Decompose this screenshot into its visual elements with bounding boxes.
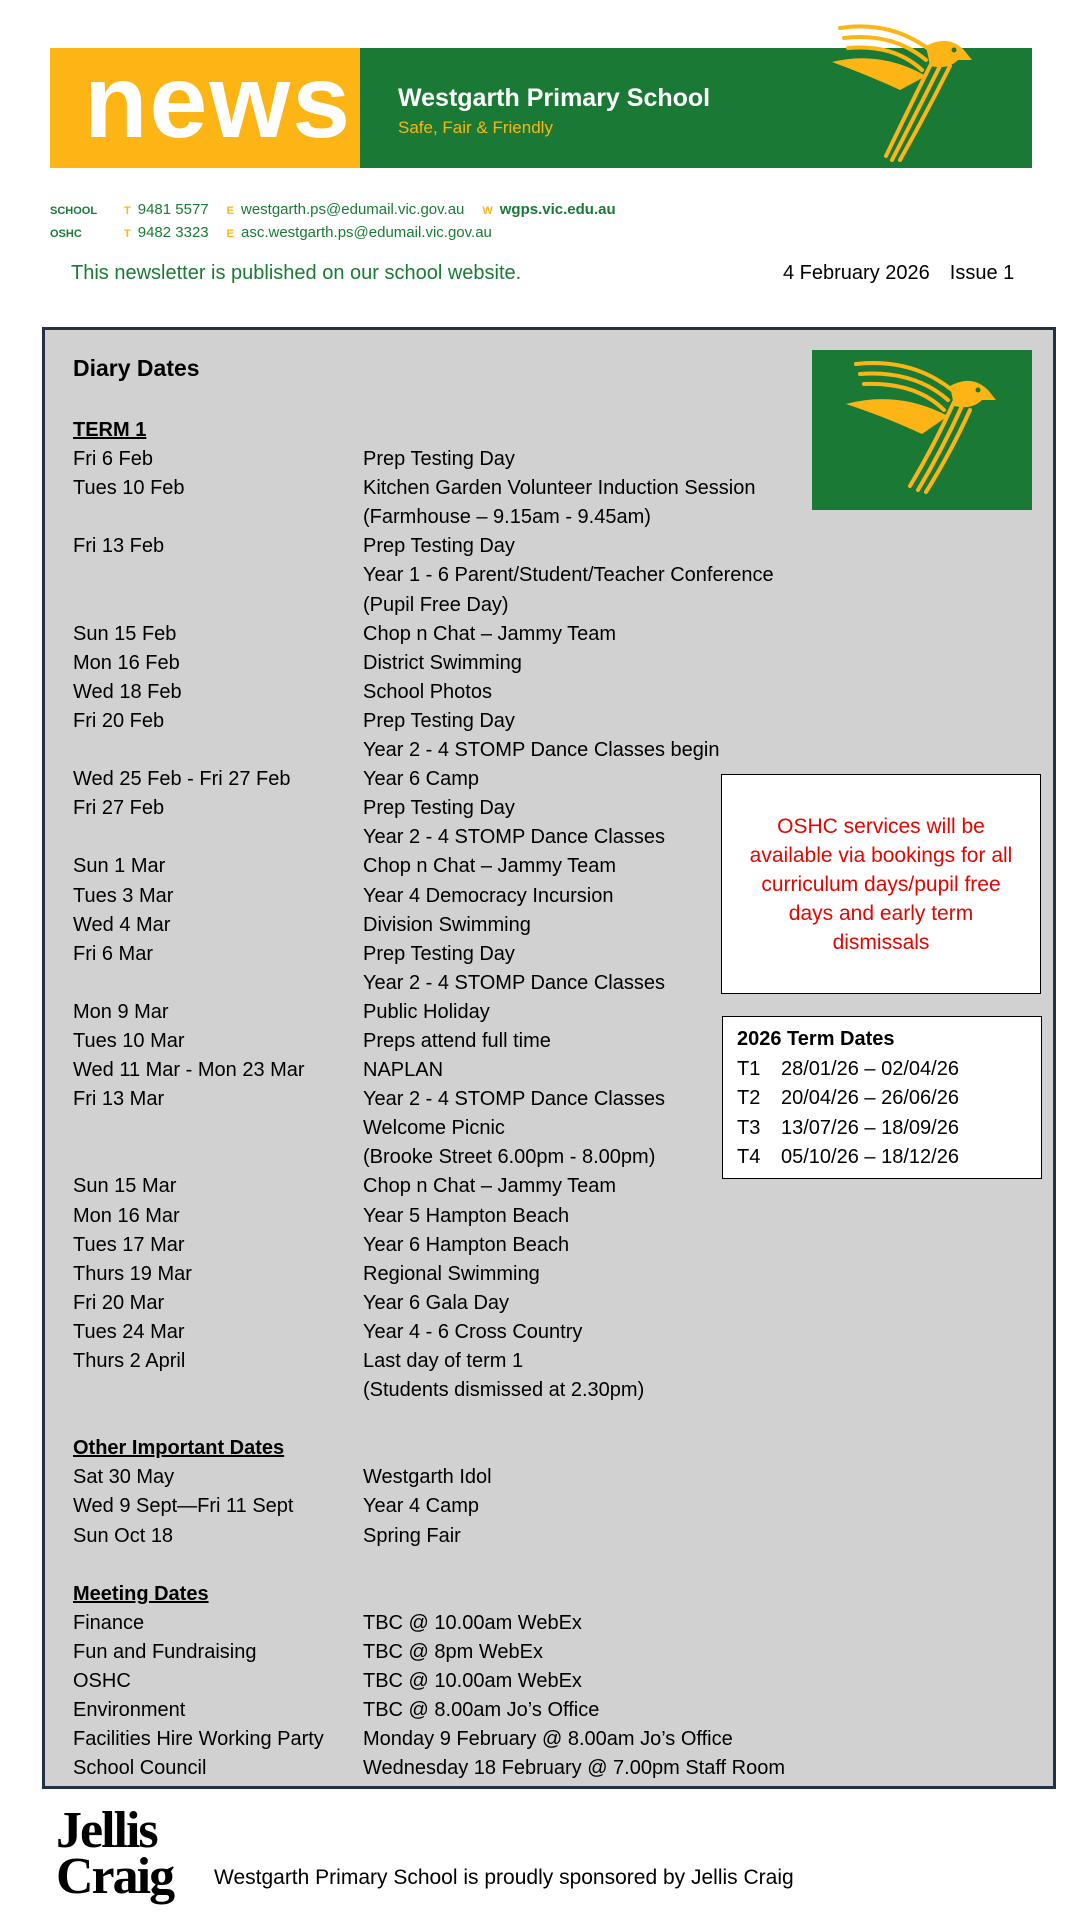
diary-row	[73, 1638, 1013, 1667]
phone-label: T	[124, 205, 131, 217]
diary-event: Year 4 - 6 Cross Country	[363, 1320, 583, 1343]
diary-row	[73, 1260, 1013, 1289]
diary-event: Year 6 Hampton Beach	[363, 1233, 570, 1256]
diary-event: Chop n Chat – Jammy Team	[363, 622, 617, 645]
diary-date: Environment	[73, 1699, 186, 1722]
diary-event: Year 2 - 4 STOMP Dance Classes	[363, 1088, 665, 1111]
contact-type-school: SCHOOL	[50, 205, 98, 217]
diary-date: Fri 13 Feb	[73, 535, 165, 558]
diary-date: Fri 6 Feb	[73, 448, 154, 471]
logo-line-2: Craig	[56, 1848, 174, 1905]
term-range: 20/04/26 – 26/06/26	[781, 1087, 959, 1109]
diary-date	[73, 1114, 363, 1143]
diary-row	[73, 707, 1013, 736]
diary-event: TBC @ 8pm WebEx	[363, 1640, 543, 1663]
diary-event: Public Holiday	[363, 1000, 490, 1023]
diary-date: Facilities Hire Working Party	[73, 1728, 324, 1751]
diary-date: Thurs 2 April	[73, 1350, 186, 1372]
diary-date: Sun 1 Mar	[73, 855, 166, 878]
diary-event: Welcome Picnic	[363, 1117, 505, 1140]
diary-date: OSHC	[73, 1670, 131, 1693]
diary-date: Wed 4 Mar	[73, 913, 171, 936]
diary-event: Year 4 Democracy Incursion	[363, 884, 614, 907]
diary-date: Sun 15 Feb	[73, 622, 177, 645]
diary-event: TBC @ 8.00am Jo’s Office	[363, 1699, 600, 1722]
diary-date: Fri 27 Feb	[73, 797, 165, 820]
diary-date	[73, 969, 363, 998]
diary-row	[73, 1405, 1013, 1434]
diary-event: Division Swimming	[363, 913, 531, 936]
school-phone: 9481 5577	[137, 201, 209, 218]
diary-row	[73, 503, 1013, 532]
term-row	[737, 1055, 1027, 1085]
term-row	[737, 1114, 1027, 1144]
diary-date: Fri 13 Mar	[73, 1088, 165, 1111]
diary-date: Sun 15 Mar	[73, 1175, 177, 1198]
diary-row	[73, 1725, 1013, 1754]
term-dates-box	[722, 1016, 1042, 1179]
diary-event: School Photos	[363, 680, 492, 703]
diary-event: (Pupil Free Day)	[363, 593, 509, 616]
diary-row	[73, 1754, 1013, 1783]
diary-event: Year 5 Hampton Beach	[363, 1204, 570, 1227]
diary-date: Sat 30 May	[73, 1466, 175, 1489]
term-row	[737, 1084, 1027, 1114]
term-label: T1	[737, 1057, 761, 1080]
section-heading-text: Other Important Dates	[73, 1437, 285, 1460]
term-dates-title: 2026 Term Dates	[737, 1028, 895, 1050]
diary-date: Wed 25 Feb - Fri 27 Feb	[73, 768, 291, 791]
diary-event: TBC @ 10.00am WebEx	[363, 1670, 582, 1693]
diary-date	[73, 1376, 363, 1405]
diary-event: NAPLAN	[363, 1059, 444, 1082]
diary-event: Year 6 Gala Day	[363, 1291, 510, 1314]
diary-row	[73, 1318, 1013, 1347]
diary-event: (Students dismissed at 2.30pm)	[363, 1379, 645, 1402]
diary-date: Finance	[73, 1611, 145, 1634]
diary-event: Prep Testing Day	[363, 448, 515, 471]
diary-date: Fun and Fundraising	[73, 1640, 257, 1663]
diary-date: School Council	[73, 1757, 207, 1780]
diary-section-heading	[73, 416, 1013, 445]
diary-event: Year 4 Camp	[363, 1495, 479, 1518]
term-range: 28/01/26 – 02/04/26	[781, 1057, 959, 1080]
diary-row	[73, 1667, 1013, 1696]
diary-date: Thurs 19 Mar	[73, 1262, 192, 1285]
diary-event: (Brooke Street 6.00pm - 8.00pm)	[363, 1146, 656, 1169]
diary-event: Prep Testing Day	[363, 709, 515, 732]
diary-row	[73, 1551, 1013, 1580]
diary-row	[73, 736, 1013, 765]
term-dates-list	[737, 1055, 1027, 1173]
diary-section-heading	[73, 1434, 1013, 1463]
oshc-contact-row	[50, 222, 634, 245]
diary-event: Westgarth Idol	[363, 1466, 492, 1489]
diary-date: Tues 24 Mar	[73, 1320, 185, 1343]
school-email-link[interactable]: westgarth.ps@edumail.vic.gov.au	[240, 201, 465, 218]
diary-event: Kitchen Garden Volunteer Induction Session	[363, 477, 756, 500]
diary-title: Diary Dates	[73, 355, 200, 381]
diary-date	[73, 561, 363, 590]
diary-event: Prep Testing Day	[363, 535, 515, 558]
diary-event: Chop n Chat – Jammy Team	[363, 855, 617, 878]
diary-date: Tues 10 Feb	[73, 477, 185, 500]
issue-date: 4 February 2026	[783, 262, 930, 284]
contact-type-oshc: OSHC	[50, 228, 82, 240]
diary-date: Sun Oct 18	[73, 1524, 174, 1547]
school-website-link[interactable]: wgps.vic.edu.au	[499, 201, 616, 218]
school-contact-row	[50, 199, 634, 222]
diary-date: Wed 11 Mar - Mon 23 Mar	[73, 1059, 305, 1082]
issue-number: Issue 1	[949, 262, 1015, 284]
diary-date: Tues 10 Mar	[73, 1029, 185, 1052]
diary-row	[73, 620, 1013, 649]
diary-date: Wed 18 Feb	[73, 680, 182, 703]
diary-row	[73, 1376, 1013, 1405]
issue-info	[783, 262, 1014, 285]
diary-event: Last day of term 1	[363, 1350, 524, 1372]
jellis-craig-logo	[56, 1802, 174, 1905]
diary-date: Tues 17 Mar	[73, 1233, 185, 1256]
diary-date: Tues 3 Mar	[73, 884, 174, 907]
diary-dates-panel	[42, 327, 1056, 1789]
diary-date: Wed 9 Sept—Fri 11 Sept	[73, 1495, 294, 1518]
diary-event: Preps attend full time	[363, 1029, 551, 1052]
diary-event: Chop n Chat – Jammy Team	[363, 1175, 617, 1198]
diary-row	[73, 1347, 1013, 1376]
email-label: E	[226, 228, 234, 240]
logo-line-1: Jellis	[56, 1802, 157, 1859]
diary-date	[73, 1405, 363, 1434]
diary-event: Spring Fair	[363, 1524, 461, 1547]
diary-event: Wednesday 18 February @ 7.00pm Staff Room	[363, 1757, 786, 1780]
diary-date	[73, 1551, 363, 1580]
diary-event: District Swimming	[363, 651, 522, 674]
diary-row	[73, 445, 1013, 474]
diary-row	[73, 1231, 1013, 1260]
diary-event: Regional Swimming	[363, 1262, 540, 1285]
diary-date	[73, 591, 363, 620]
email-label: E	[226, 205, 234, 217]
diary-row	[73, 532, 1013, 561]
diary-event: Monday 9 February @ 8.00am Jo’s Office	[363, 1728, 733, 1751]
diary-date	[73, 736, 363, 765]
term-label: T3	[737, 1116, 761, 1139]
diary-row	[73, 474, 1013, 503]
contact-details	[50, 199, 634, 245]
diary-date: Mon 16 Feb	[73, 651, 180, 674]
school-motto: Safe, Fair & Friendly	[398, 118, 553, 137]
term-row	[737, 1143, 1027, 1173]
phone-label: T	[124, 228, 131, 240]
diary-date: Mon 16 Mar	[73, 1204, 180, 1227]
diary-event: Year 2 - 4 STOMP Dance Classes begin	[363, 739, 720, 762]
diary-row	[73, 561, 1013, 590]
diary-date: Fri 20 Mar	[73, 1291, 165, 1314]
diary-section-heading	[73, 1580, 1013, 1609]
diary-row	[73, 1202, 1013, 1231]
diary-event: Year 2 - 4 STOMP Dance Classes	[363, 971, 665, 994]
web-label: W	[482, 205, 493, 217]
diary-event: TBC @ 10.00am WebEx	[363, 1611, 582, 1634]
diary-date: Fri 6 Mar	[73, 942, 153, 965]
diary-row	[73, 1492, 1013, 1521]
diary-date	[73, 1143, 363, 1172]
diary-row	[73, 649, 1013, 678]
oshc-phone: 9482 3323	[137, 224, 209, 241]
diary-date: Mon 9 Mar	[73, 1000, 169, 1023]
diary-date	[73, 503, 363, 532]
diary-row	[73, 1696, 1013, 1725]
diary-row	[73, 1522, 1013, 1551]
term-range: 05/10/26 – 18/12/26	[781, 1146, 959, 1168]
diary-event: Year 6 Camp	[363, 768, 479, 791]
diary-row	[73, 1463, 1013, 1492]
section-heading-text: TERM 1	[73, 419, 147, 441]
parrot-logo-icon	[830, 10, 980, 170]
term-range: 13/07/26 – 18/09/26	[781, 1116, 959, 1139]
diary-event: Year 1 - 6 Parent/Student/Teacher Conference	[363, 564, 774, 587]
oshc-email-link[interactable]: asc.westgarth.ps@edumail.vic.gov.au	[240, 224, 492, 241]
diary-date	[73, 823, 363, 852]
published-note: This newsletter is published on our school website.	[71, 262, 522, 284]
banner-news-title: news	[84, 44, 353, 160]
diary-event: Year 2 - 4 STOMP Dance Classes	[363, 826, 665, 849]
diary-event: (Farmhouse – 9.15am - 9.45am)	[363, 506, 651, 529]
diary-event: Prep Testing Day	[363, 942, 515, 965]
diary-row	[73, 591, 1013, 620]
diary-row	[73, 1609, 1013, 1638]
banner-news-panel	[50, 44, 360, 168]
sponsor-text: Westgarth Primary School is proudly sponsored by Jellis Craig	[214, 1866, 794, 1889]
term-label: T2	[737, 1087, 761, 1109]
diary-event: Prep Testing Day	[363, 797, 515, 820]
diary-row	[73, 678, 1013, 707]
diary-date: Fri 20 Feb	[73, 709, 165, 732]
school-name: Westgarth Primary School	[398, 84, 711, 112]
section-heading-text: Meeting Dates	[73, 1582, 209, 1605]
oshc-notice-box	[721, 774, 1041, 994]
term-label: T4	[737, 1146, 761, 1168]
oshc-notice-text: OSHC services will be available via bookings for all curriculum days/pupil free days and early term dismissals	[749, 814, 1013, 954]
diary-row	[73, 1289, 1013, 1318]
